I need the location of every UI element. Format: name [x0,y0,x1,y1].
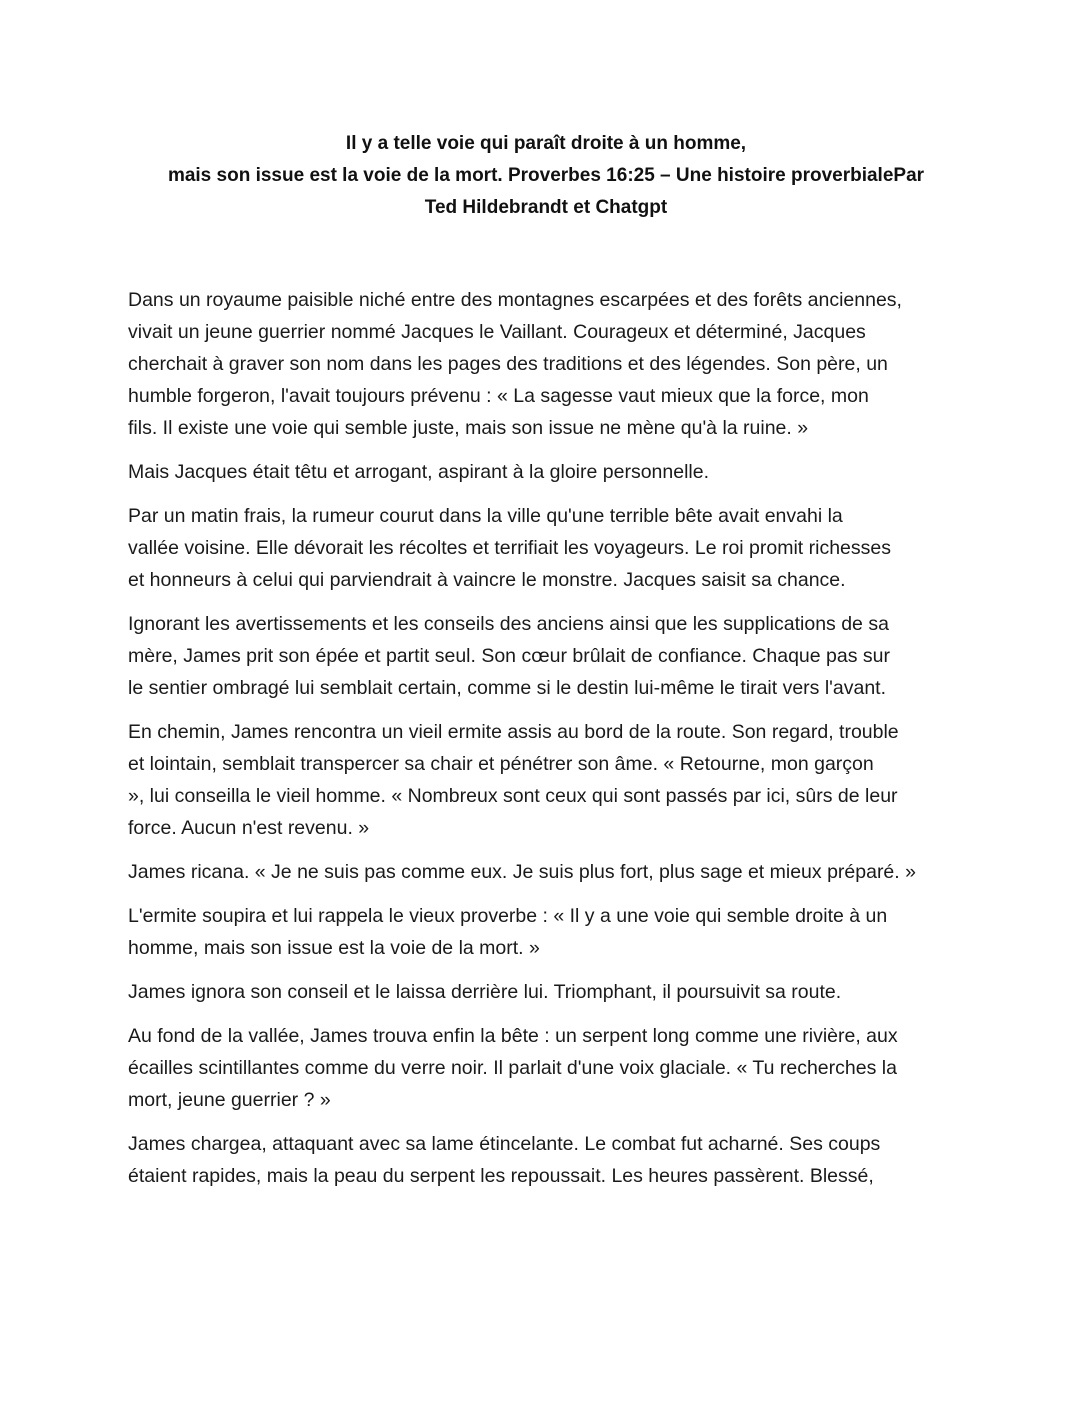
text-line: cherchait à graver son nom dans les pages des traditions et des légendes. Son père, un [128,353,888,375]
text-line: et lointain, semblait transpercer sa chair et pénétrer son âme. « Retourne, mon garçon [128,753,874,775]
text-line: James ricana. « Je ne suis pas comme eux. Je suis plus fort, plus sage et mieux préparé. » [128,861,916,883]
title-line: mais son issue est la voie de la mort. Proverbes 16:25 – Une histoire proverbialePar [167,165,925,186]
title-line: Il y a telle voie qui paraît droite à un homme, [345,133,747,154]
paragraph-arrogance [128,456,963,488]
paragraph-ignore [128,976,963,1008]
text-line: force. Aucun n'est revenu. » [128,817,370,839]
text-line: vivait un jeune guerrier nommé Jacques le Vaillant. Courageux et déterminé, Jacques [128,321,866,343]
text-line: En chemin, James rencontra un vieil ermite assis au bord de la route. Son regard, trouble [128,721,899,743]
text-line: Mais Jacques était têtu et arrogant, aspirant à la gloire personnelle. [128,461,710,483]
text-line: homme, mais son issue est la voie de la mort. » [128,937,540,959]
document-title [96,128,996,224]
text-line: et honneurs à celui qui parviendrait à vaincre le monstre. Jacques saisit sa chance. [128,569,846,591]
paragraph-battle [128,1128,963,1192]
text-line: vallée voisine. Elle dévorait les récoltes et terrifiait les voyageurs. Le roi promit richesses [128,537,891,559]
paragraph-sneer [128,856,963,888]
text-line: Dans un royaume paisible niché entre des montagnes escarpées et des forêts anciennes, [128,289,902,311]
paragraph-intro [128,284,963,444]
text-line: Au fond de la vallée, James trouva enfin la bête : un serpent long comme une rivière, aux [128,1025,898,1047]
text-line: écailles scintillantes comme du verre noir. Il parlait d'une voix glaciale. « Tu recherches la [128,1057,897,1079]
document-body [128,284,963,1204]
title-line: Ted Hildebrandt et Chatgpt [424,197,668,218]
text-line: mère, James prit son épée et partit seul. Son cœur brûlait de confiance. Chaque pas sur [128,645,890,667]
paragraph-departure [128,608,963,704]
text-line: L'ermite soupira et lui rappela le vieux proverbe : « Il y a une voie qui semble droite à un [128,905,888,927]
text-line: étaient rapides, mais la peau du serpent les repoussait. Les heures passèrent. Blessé, [128,1165,874,1187]
text-line: Ignorant les avertissements et les conseils des anciens ainsi que les supplications de sa [128,613,889,635]
text-line: humble forgeron, l'avait toujours prévenu : « La sagesse vaut mieux que la force, mon [128,385,869,407]
text-line: James ignora son conseil et le laissa derrière lui. Triomphant, il poursuivit sa route. [128,981,842,1003]
text-line: fils. Il existe une voie qui semble juste, mais son issue ne mène qu'à la ruine. » [128,417,809,439]
paragraph-serpent [128,1020,963,1116]
text-line: James chargea, attaquant avec sa lame étincelante. Le combat fut acharné. Ses coups [128,1133,881,1155]
text-line: mort, jeune guerrier ? » [128,1089,331,1111]
paragraph-proverb [128,900,963,964]
text-line: le sentier ombragé lui semblait certain, comme si le destin lui-même le tirait vers l'avant. [128,677,887,699]
paragraph-hermit [128,716,963,844]
text-line: Par un matin frais, la rumeur courut dans la ville qu'une terrible bête avait envahi la [128,505,843,527]
text-line: », lui conseilla le vieil homme. « Nombreux sont ceux qui sont passés par ici, sûrs de leur [128,785,898,807]
paragraph-rumor [128,500,963,596]
